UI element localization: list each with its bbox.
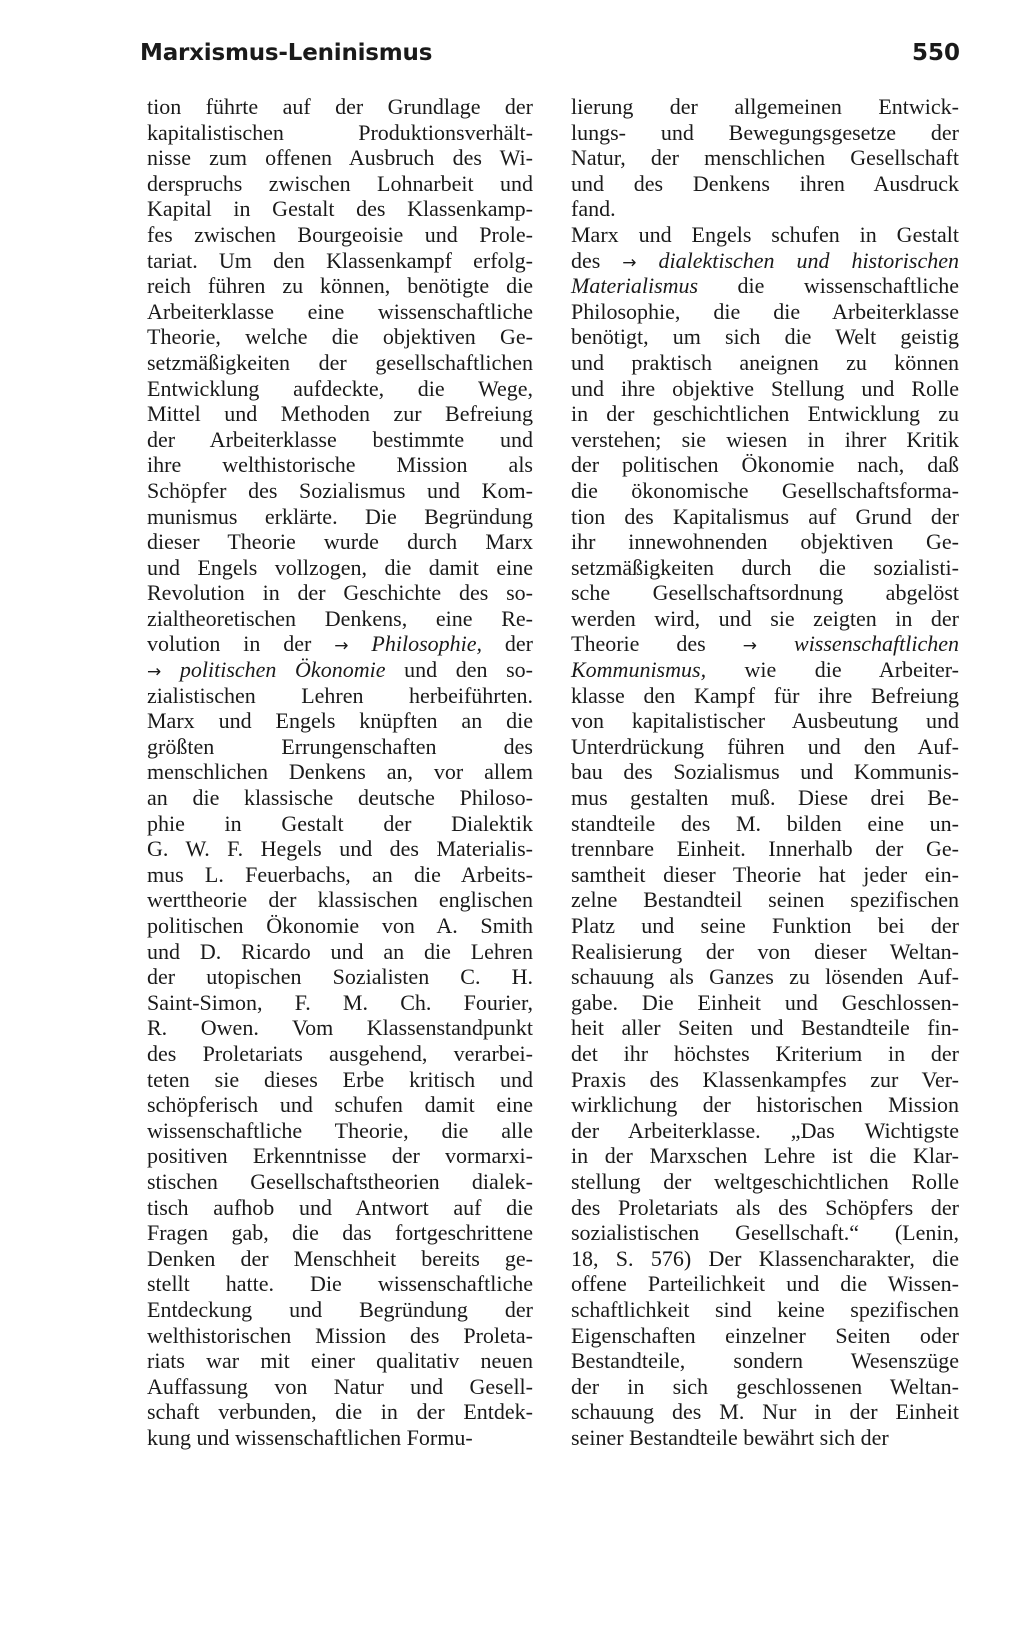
text-line: seiner Bestandteile bewährt sich der [571, 1424, 889, 1450]
text-line: phie in Gestalt der Dialektik [147, 810, 533, 836]
text-line: größten Errungenschaften des [147, 733, 533, 759]
text-line: fand. [571, 196, 616, 222]
text-line: munismus erklärte. Die Begründung [147, 503, 533, 529]
text-line: und praktisch aneignen zu können [571, 349, 959, 375]
text-line: gabe. Die Einheit und Geschlossen- [571, 989, 959, 1015]
cross-reference-term: Kommunismus, [571, 657, 707, 683]
cross-reference-arrow-icon: → [334, 636, 349, 657]
text-line: benötigt, um sich die Welt geistig [571, 324, 959, 350]
text-line: sozialistischen Gesellschaft.“ (Lenin, [571, 1220, 959, 1246]
text-line: setzmäßigkeiten durch die sozialisti- [571, 554, 959, 580]
text-line: derspruchs zwischen Lohnarbeit und [147, 170, 533, 196]
text-line: welthistorischen Mission des Proleta- [147, 1322, 533, 1348]
text-line: ihre welthistorische Mission als [147, 452, 533, 478]
text-line: verstehen; sie wiesen in ihrer Kritik [571, 426, 959, 452]
cross-reference-term: politischen Ökonomie [161, 657, 386, 683]
text-line: Auffassung von Natur und Gesell- [147, 1373, 533, 1399]
text-line: kung und wissenschaftlichen Formu- [147, 1424, 473, 1450]
running-title: Marxismus-Leninismus [140, 40, 433, 66]
text-line: stischen Gesellschaftstheorien dialek- [147, 1168, 533, 1194]
text-line: fes zwischen Bourgeoisie und Prole- [147, 221, 533, 247]
text-line: Fragen gab, die das fortgeschrittene [147, 1220, 533, 1246]
text-line: an die klassische deutsche Philoso- [147, 785, 533, 811]
text-line: Eigenschaften einzelner Seiten oder [571, 1322, 959, 1348]
text-line: R. Owen. Vom Klassenstandpunkt [147, 1015, 533, 1041]
text-line: zialistischen Lehren herbeiführten. [147, 682, 533, 708]
text-line: menschlichen Denkens an, vor allem [147, 759, 533, 785]
text-line: des Proletariats als des Schöpfers der [571, 1194, 959, 1220]
text-line: der Arbeiterklasse. „Das Wichtigste [571, 1117, 959, 1143]
line-text: volution in der [147, 631, 335, 657]
text-line: sche Gesellschaftsordnung abgelöst [571, 580, 959, 606]
text-line: Revolution in der Geschichte des so- [147, 580, 533, 606]
text-line: offene Parteilichkeit und die Wissen- [571, 1271, 959, 1297]
text-line: setzmäßigkeiten der gesellschaftlichen [147, 349, 533, 375]
text-line: tariat. Um den Klassenkampf erfolg- [147, 247, 533, 273]
page-number: 550 [911, 40, 960, 66]
text-line: Realisierung der von dieser Weltan- [571, 938, 959, 964]
text-line: Marx und Engels schufen in Gestalt [571, 221, 959, 247]
text-line: in der Marxschen Lehre ist die Klar- [571, 1143, 959, 1169]
cross-reference-term: Philosophie, [348, 631, 483, 657]
text-line: standteile des M. bilden eine un- [571, 810, 959, 836]
line-text: des [571, 247, 623, 273]
text-line: Arbeiterklasse eine wissenschaftliche [147, 298, 533, 324]
text-line: stellt hatte. Die wissenschaftliche [147, 1271, 533, 1297]
text-line: tisch aufhob und Antwort auf die [147, 1194, 533, 1220]
text-line [571, 273, 959, 299]
text-line: lierung der allgemeinen Entwick- [571, 94, 959, 119]
text-line: und Engels vollzogen, die damit eine [147, 554, 533, 580]
text-line: positiven Erkenntnisse der vormarxi- [147, 1143, 533, 1169]
text-line: Schöpfer des Sozialismus und Kom- [147, 477, 533, 503]
text-line: schaftlichkeit sind keine spezifischen [571, 1296, 959, 1322]
text-line: nisse zum offenen Ausbruch des Wi- [147, 145, 533, 171]
text-line: mus gestalten muß. Diese drei Be- [571, 785, 959, 811]
text-line [571, 248, 959, 274]
cross-reference-term: Materialismus [571, 273, 699, 299]
text-line: Natur, der menschlichen Gesellschaft [571, 145, 959, 171]
page-header [140, 40, 960, 80]
cross-reference-arrow-icon: → [147, 662, 162, 683]
cross-reference-term: dialektischen und historischen [636, 247, 959, 273]
text-line: der in sich geschlossenen Weltan- [571, 1373, 959, 1399]
line-text: der [482, 631, 534, 657]
text-line: schauung als Ganzes zu lösenden Auf- [571, 964, 959, 990]
right-text-column [571, 94, 959, 1450]
cross-reference-arrow-icon: → [622, 252, 637, 273]
line-text: wie die Arbeiter- [706, 657, 959, 683]
text-line: und D. Ricardo und an die Lehren [147, 938, 533, 964]
text-line: und des Denkens ihren Ausdruck [571, 170, 959, 196]
text-line [571, 657, 959, 683]
text-line: von kapitalistischer Ausbeutung und [571, 708, 959, 734]
text-line: tion führte auf der Grundlage der [147, 94, 533, 119]
text-line: schauung des M. Nur in der Einheit [571, 1399, 959, 1425]
text-line: und ihre objektive Stellung und Rolle [571, 375, 959, 401]
text-line: Mittel und Methoden zur Befreiung [147, 401, 533, 427]
line-text: die wissenschaftliche [698, 273, 959, 299]
text-line: reich führen zu können, benötigte die [147, 273, 533, 299]
text-line: schaft verbunden, die in der Entdek- [147, 1399, 533, 1425]
text-line: Praxis des Klassenkampfes zur Ver- [571, 1066, 959, 1092]
text-line: politischen Ökonomie von A. Smith [147, 913, 533, 938]
text-line: Marx und Engels knüpften an die [147, 708, 533, 734]
text-line: mus L. Feuerbachs, an die Arbeits- [147, 861, 533, 887]
text-line: schöpferisch und schufen damit eine [147, 1092, 533, 1118]
text-line: ihr innewohnenden objektiven Ge- [571, 529, 959, 555]
text-line: Kapital in Gestalt des Klassenkamp- [147, 196, 533, 222]
text-line: des Proletariats ausgehend, verarbei- [147, 1040, 533, 1066]
text-line: zialtheoretischen Denkens, eine Re- [147, 605, 533, 631]
text-line: Unterdrückung führen und den Auf- [571, 733, 959, 759]
text-line: Saint-Simon, F. M. Ch. Fourier, [147, 989, 533, 1015]
text-line: G. W. F. Hegels und des Materialis- [147, 836, 533, 862]
line-text: Theorie des [571, 631, 743, 657]
text-line: lungs- und Bewegungsgesetze der [571, 119, 959, 145]
text-line: samtheit dieser Theorie hat jeder ein- [571, 861, 959, 887]
text-line: 18, S. 576) Der Klassencharakter, die [571, 1245, 959, 1271]
text-line: stellung der weltgeschichtlichen Rolle [571, 1168, 959, 1194]
text-line: Bestandteile, sondern Wesenszüge [571, 1348, 959, 1374]
text-line [571, 631, 959, 657]
text-line: Entdeckung und Begründung der [147, 1296, 533, 1322]
text-line: dieser Theorie wurde durch Marx [147, 529, 533, 555]
text-line [147, 631, 533, 657]
text-line: Denken der Menschheit bereits ge- [147, 1245, 533, 1271]
text-line: Philosophie, die die Arbeiterklasse [571, 298, 959, 324]
text-line: wirklichung der historischen Mission [571, 1092, 959, 1118]
text-line: bau des Sozialismus und Kommunis- [571, 759, 959, 785]
text-line: der utopischen Sozialisten C. H. [147, 964, 533, 990]
text-line: heit aller Seiten und Bestandteile fin- [571, 1015, 959, 1041]
text-line: teten sie dieses Erbe kritisch und [147, 1066, 533, 1092]
text-line: Theorie, welche die objektiven Ge- [147, 324, 533, 350]
text-line: in der geschichtlichen Entwicklung zu [571, 401, 959, 427]
left-text-column [147, 94, 533, 1450]
text-line: die ökonomische Gesellschaftsforma- [571, 477, 959, 503]
text-line: werttheorie der klassischen englischen [147, 887, 533, 913]
cross-reference-term: wissenschaftlichen [757, 631, 960, 657]
text-line: kapitalistischen Produktionsverhält- [147, 119, 533, 145]
text-line: zelne Bestandteil seinen spezifischen [571, 887, 959, 913]
text-line: tion des Kapitalismus auf Grund der [571, 503, 959, 529]
text-line: der Arbeiterklasse bestimmte und [147, 426, 533, 452]
text-line: klasse den Kampf für ihre Befreiung [571, 682, 959, 708]
text-line: riats war mit einer qualitativ neuen [147, 1348, 533, 1374]
text-line: der politischen Ökonomie nach, daß [571, 452, 959, 478]
text-line: wissenschaftliche Theorie, die alle [147, 1117, 533, 1143]
text-line: det ihr höchstes Kriterium in der [571, 1040, 959, 1066]
text-line: werden wird, und sie zeigten in der [571, 605, 959, 631]
cross-reference-arrow-icon: → [742, 636, 758, 657]
line-text: und den so- [385, 657, 533, 683]
text-line: Entwicklung aufdeckte, die Wege, [147, 375, 533, 401]
text-line: Platz und seine Funktion bei der [571, 913, 959, 938]
text-line: trennbare Einheit. Innerhalb der Ge- [571, 836, 959, 862]
text-line [147, 657, 533, 683]
